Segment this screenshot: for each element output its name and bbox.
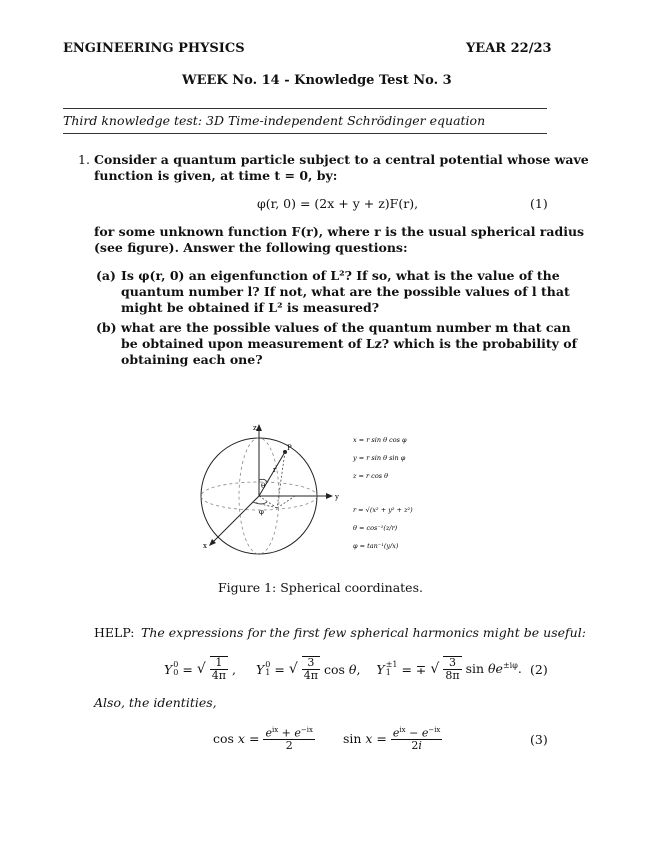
part-a-line1: Is φ(r, 0) an eigenfunction of L²? If so, what is the value of the	[121, 268, 560, 283]
problem-intro-line2: function is given, at time t = 0, by:	[94, 168, 338, 183]
academic-year: YEAR 22/23	[466, 41, 552, 56]
projection-xy	[259, 496, 277, 508]
y-arrow	[326, 493, 333, 499]
relation-y: y = r sin θ sin φ	[353, 454, 406, 462]
part-b-label: (b)	[96, 320, 117, 335]
projection-vertical	[277, 452, 285, 508]
axis-x-label: x	[203, 542, 207, 550]
equation-3: cos x = $\frac{e^{ix} + e^{-ix}}{2}$ sin x = $\frac{e^{ix} - e^{-ix}}{2i}$	[213, 725, 441, 753]
relation-phi: φ = tan⁻¹(y/x)	[353, 542, 399, 550]
part-b-line3: obtaining each one?	[121, 352, 263, 367]
relation-x: x = r sin θ cos φ	[353, 436, 407, 444]
part-a-line3: might be obtained if L² is measured?	[121, 300, 380, 315]
equation-2: Y 0 0 = √ $\frac{1}{4\pi}$ , Y 0 1 = √ $\frac{3}{4\pi}$ cos θ, Y ±1 1 = ∓ √ $\frac{3}{8\pi}$ $\sin \theta e^{\pm i\varphi}$.	[164, 656, 522, 682]
figure-caption: Figure 1: Spherical coordinates.	[218, 580, 423, 595]
axis-y-label: y	[335, 493, 339, 501]
identities-intro: Also, the identities,	[94, 695, 217, 710]
top-rule	[63, 108, 547, 109]
test-subtitle: Third knowledge test: 3D Time-independent Schrödinger equation	[63, 113, 486, 128]
problem-number: 1.	[78, 152, 90, 167]
z-arrow	[256, 424, 262, 431]
theta-label: θ	[261, 482, 266, 490]
test-title: WEEK No. 14 - Knowledge Test No. 3	[182, 73, 452, 88]
radius-label: r	[273, 466, 277, 474]
equation-3-number: (3)	[530, 732, 548, 747]
part-a-line2: quantum number l? If not, what are the possible values of l that	[121, 284, 570, 299]
equation-2-number: (2)	[530, 662, 548, 677]
relation-theta: θ = cos⁻¹(z/r)	[353, 524, 398, 532]
problem-after-line2: (see figure). Answer the following questions:	[94, 240, 408, 255]
part-b-line1: what are the possible values of the quantum number m that can	[121, 320, 571, 335]
projection-y	[277, 496, 295, 508]
bottom-rule	[63, 133, 547, 134]
problem-intro-line1: Consider a quantum particle subject to a central potential whose wave	[94, 152, 589, 167]
help-label: HELP:	[94, 625, 135, 640]
help-text: The expressions for the first few spherical harmonics might be useful:	[141, 625, 586, 640]
phi-label: φ	[259, 508, 264, 516]
phi-arc	[253, 502, 267, 504]
spherical-coordinates-figure	[195, 420, 425, 560]
relation-z: z = r cos θ	[353, 472, 389, 480]
course-title: ENGINEERING PHYSICS	[63, 41, 245, 56]
axis-z-label: z	[253, 424, 257, 432]
part-b-line2: be obtained upon measurement of Lz? which is the probability of	[121, 336, 577, 351]
equation-1: φ(r, 0) = (2x + y + z)F(r),	[257, 196, 419, 211]
equation-1-number: (1)	[530, 196, 548, 211]
problem-after-line1: for some unknown function F(r), where r is the usual spherical radius	[94, 224, 585, 239]
part-a-label: (a)	[96, 268, 116, 283]
relation-r: r = √(x² + y² + z²)	[353, 506, 413, 514]
point-p-label: P	[287, 444, 292, 452]
x-axis	[211, 496, 259, 544]
